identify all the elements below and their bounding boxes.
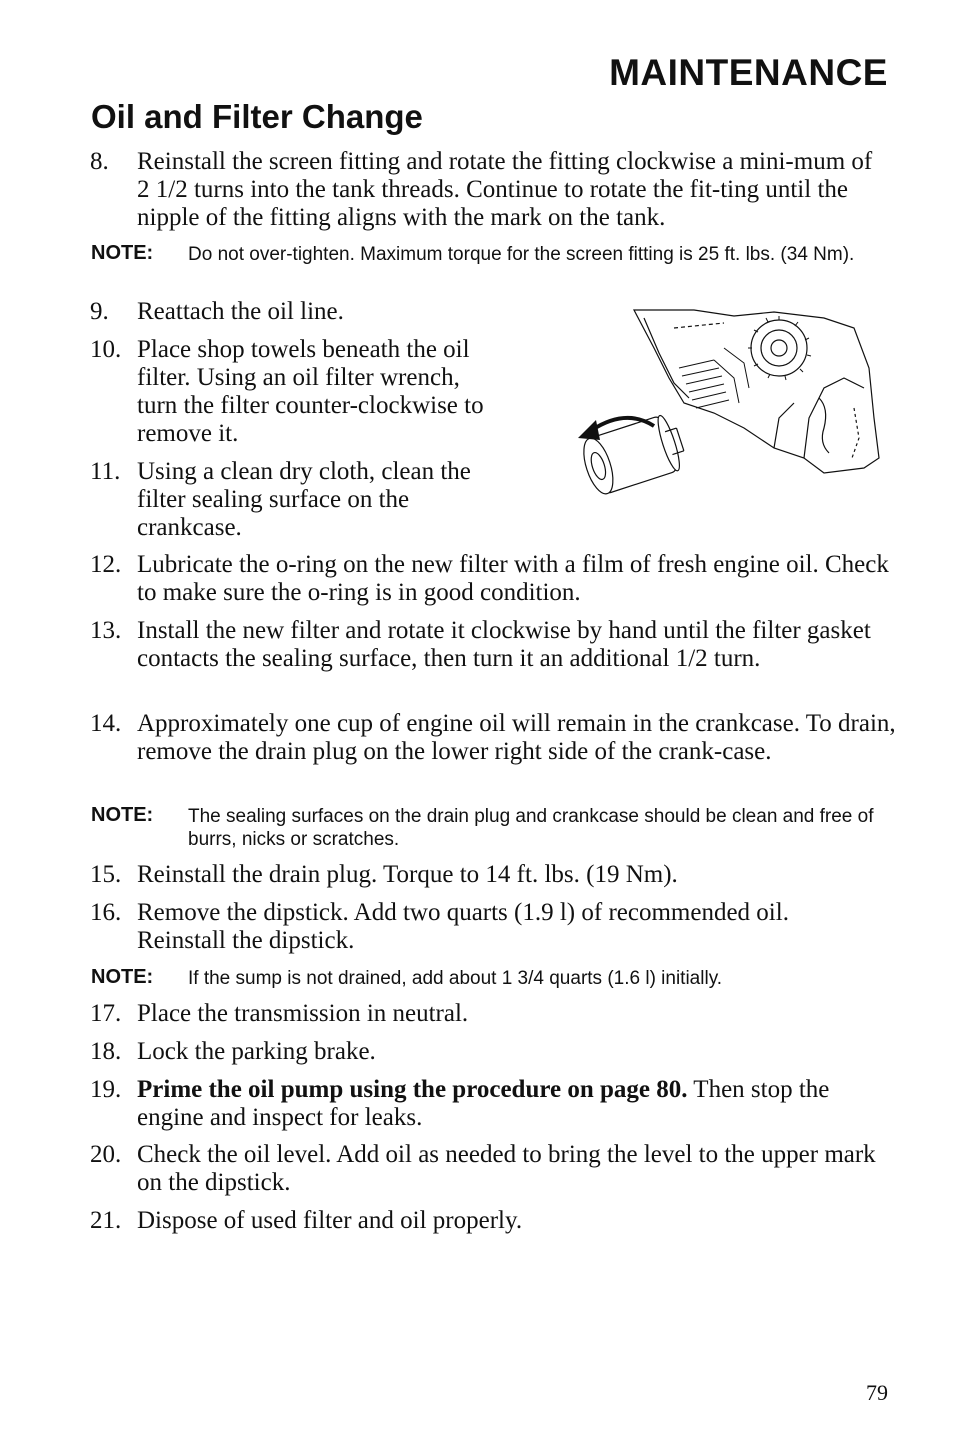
step-number: 16. — [90, 899, 122, 926]
step-text: Reinstall the screen fitting and rotate the fitting clockwise a mini-mum of 2 1/2 turns into the tank threads. Continue to rotate the fit-ting until the nipple of the fitting aligns with the mark on the tank. — [137, 148, 873, 231]
step-number: 11. — [90, 458, 121, 485]
note-sump — [91, 967, 891, 990]
step-rest-text: Then stop the engine and inspect for leaks. — [137, 1076, 830, 1131]
step-number: 19. — [90, 1076, 122, 1103]
step-text — [90, 1076, 880, 1132]
step-number: 17. — [90, 1000, 122, 1027]
step-text: Remove the dipstick. Add two quarts (1.9 l) of recommended oil. Reinstall the dipstick. — [137, 899, 789, 954]
step-text: Place shop towels beneath the oil filter. Using an oil filter wrench, turn the filter counter-clockwise to remove it. — [137, 336, 484, 447]
step-17 — [90, 1000, 890, 1028]
step-number: 9. — [90, 298, 109, 325]
step-number: 13. — [90, 617, 122, 644]
step-20 — [90, 1141, 895, 1197]
page-number: 79 — [866, 1380, 888, 1405]
step-text: Reinstall the drain plug. Torque to 14 ft. lbs. (19 Nm). — [137, 861, 678, 888]
section-header: MAINTENANCE — [609, 52, 888, 93]
step-number: 10. — [90, 336, 122, 363]
step-number: 8. — [90, 148, 109, 175]
note-label: NOTE: — [91, 966, 154, 988]
step-number: 14. — [90, 710, 122, 737]
step-21 — [90, 1207, 890, 1235]
step-number: 20. — [90, 1141, 122, 1168]
step-12 — [90, 551, 895, 607]
step-text: Lock the parking brake. — [137, 1038, 376, 1065]
step-number: 18. — [90, 1038, 122, 1065]
note-label: NOTE: — [91, 242, 154, 264]
step-text: Place the transmission in neutral. — [137, 1000, 469, 1027]
step-text: Using a clean dry cloth, clean the filter sealing surface on the crankcase. — [137, 458, 471, 541]
step-text: Install the new filter and rotate it clockwise by hand until the filter gasket contacts the sealing surface, then turn it an additional 1/2 turn. — [137, 617, 871, 672]
step-15 — [90, 861, 890, 889]
note-torque — [91, 243, 891, 266]
step-number: 21. — [90, 1207, 122, 1234]
step-13 — [90, 617, 880, 673]
step-text: Check the oil level. Add oil as needed to bring the level to the upper mark on the dipstick. — [137, 1141, 876, 1196]
note-text: Do not over-tighten. Maximum torque for the screen fitting is 25 ft. lbs. (34 Nm). — [188, 244, 855, 265]
note-sealing-surfaces — [91, 805, 891, 851]
note-label: NOTE: — [91, 804, 154, 826]
step-16 — [90, 899, 880, 955]
step-text: Reattach the oil line. — [137, 298, 344, 325]
step-9 — [90, 298, 490, 326]
step-text: Approximately one cup of engine oil will remain in the crankcase. To drain, remove the drain plug on the lower right side of the crank-case. — [137, 710, 896, 765]
oil-filter-removal-illustration — [574, 308, 884, 498]
step-number: 15. — [90, 861, 122, 888]
note-text: The sealing surfaces on the drain plug and crankcase should be clean and free of burrs, nicks or scratches. — [188, 806, 874, 850]
step-11 — [90, 458, 485, 542]
step-number: 12. — [90, 551, 122, 578]
step-18 — [90, 1038, 890, 1066]
step-8 — [90, 148, 890, 232]
step-19 — [90, 1076, 880, 1132]
step-text: Lubricate the o-ring on the new filter with a film of fresh engine oil. Check to make sure the o-ring is in good condition. — [137, 551, 889, 606]
note-text: If the sump is not drained, add about 1 3/4 quarts (1.6 l) initially. — [188, 968, 723, 989]
step-10 — [90, 336, 485, 448]
page-title: Oil and Filter Change — [91, 98, 423, 135]
step-text: Dispose of used filter and oil properly. — [137, 1207, 523, 1234]
step-bold-text: Prime the oil pump using the procedure on page 80. — [137, 1076, 688, 1103]
step-14 — [90, 710, 905, 766]
